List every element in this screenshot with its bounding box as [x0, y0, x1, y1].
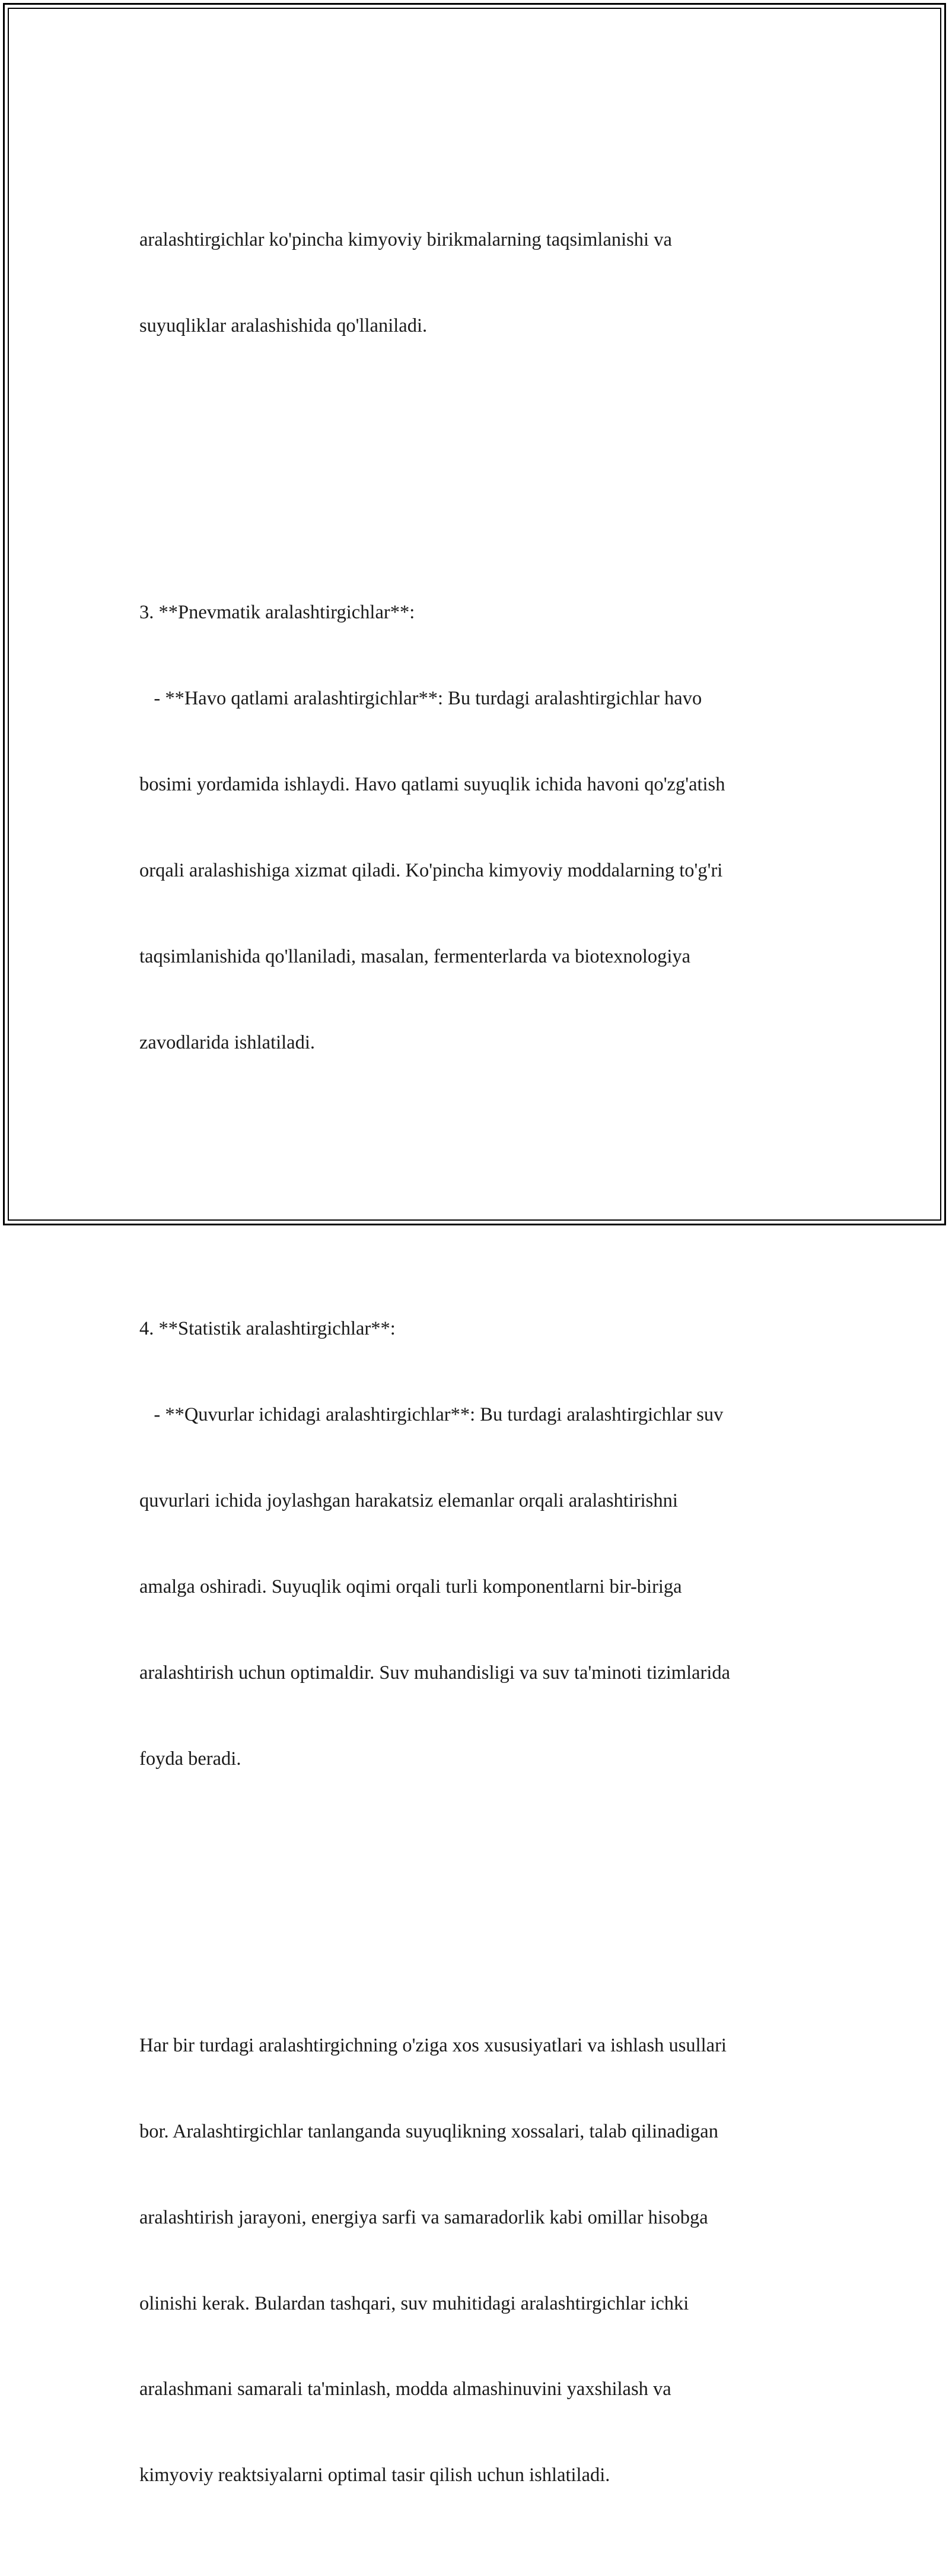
paragraph-pneumatic-mixers	[139, 541, 821, 1114]
text-line: taqsimlanishida qo'llaniladi, masalan, fermenterlarda va biotexnologiya	[139, 945, 691, 967]
paragraph-gap	[139, 455, 821, 484]
text-line: suyuqliklar aralashishida qo'llaniladi.	[139, 315, 428, 337]
text-line: foyda beradi.	[139, 1748, 241, 1770]
paragraph-gap	[139, 1888, 821, 1916]
list-heading: 4. **Statistik aralashtirgichlar**:	[139, 1318, 396, 1340]
list-item: - **Havo qatlami aralashtirgichlar**: Bu turdagi aralashtirgichlar havo	[139, 687, 702, 709]
paragraph-continuation	[139, 169, 821, 398]
text-line: amalga oshiradi. Suyuqlik oqimi orqali turli komponentlarni bir-biriga	[139, 1576, 682, 1598]
text-line: olinishi kerak. Bulardan tashqari, suv muhitidagi aralashtirgichlar ichki	[139, 2292, 689, 2314]
list-heading: 3. **Pnevmatik aralashtirgichlar**:	[139, 602, 415, 624]
paragraph-gap	[139, 1171, 821, 1200]
text-line: orqali aralashishiga xizmat qiladi. Ko'pincha kimyoviy moddalarning to'g'ri	[139, 859, 723, 881]
text-line: kimyoviy reaktsiyalarni optimal tasir qilish uchun ishlatiladi.	[139, 2464, 610, 2486]
text-line: Har bir turdagi aralashtirgichning o'ziga xos xususiyatlari va ishlash usullari	[139, 2034, 727, 2056]
text-line: aralashtirish uchun optimaldir. Suv muhandisligi va suv ta'minoti tizimlarida	[139, 1662, 731, 1684]
paragraph-static-mixers	[139, 1257, 821, 1831]
list-item: - **Quvurlar ichidagi aralashtirgichlar**: Bu turdagi aralashtirgichlar suv	[139, 1404, 724, 1426]
text-line: aralashmani samarali ta'minlash, modda almashinuvini yaxshilash va	[139, 2378, 671, 2400]
text-line: bosimi yordamida ishlaydi. Havo qatlami suyuqlik ichida havoni qo'zg'atish	[139, 773, 725, 795]
text-line: bor. Aralashtirgichlar tanlanganda suyuqlikning xossalari, talab qilinadigan	[139, 2120, 718, 2142]
text-line: aralashtirgichlar ko'pincha kimyoviy birikmalarning taqsimlanishi va	[139, 229, 672, 251]
text-line: aralashtirish jarayoni, energiya sarfi va samaradorlik kabi omillar hisobga	[139, 2206, 708, 2228]
document-body	[139, 111, 821, 2576]
paragraph-conclusion	[139, 1974, 821, 2547]
text-line: quvurlari ichida joylashgan harakatsiz elemanlar orqali aralashtirishni	[139, 1490, 678, 1512]
text-line: zavodlarida ishlatiladi.	[139, 1031, 316, 1053]
